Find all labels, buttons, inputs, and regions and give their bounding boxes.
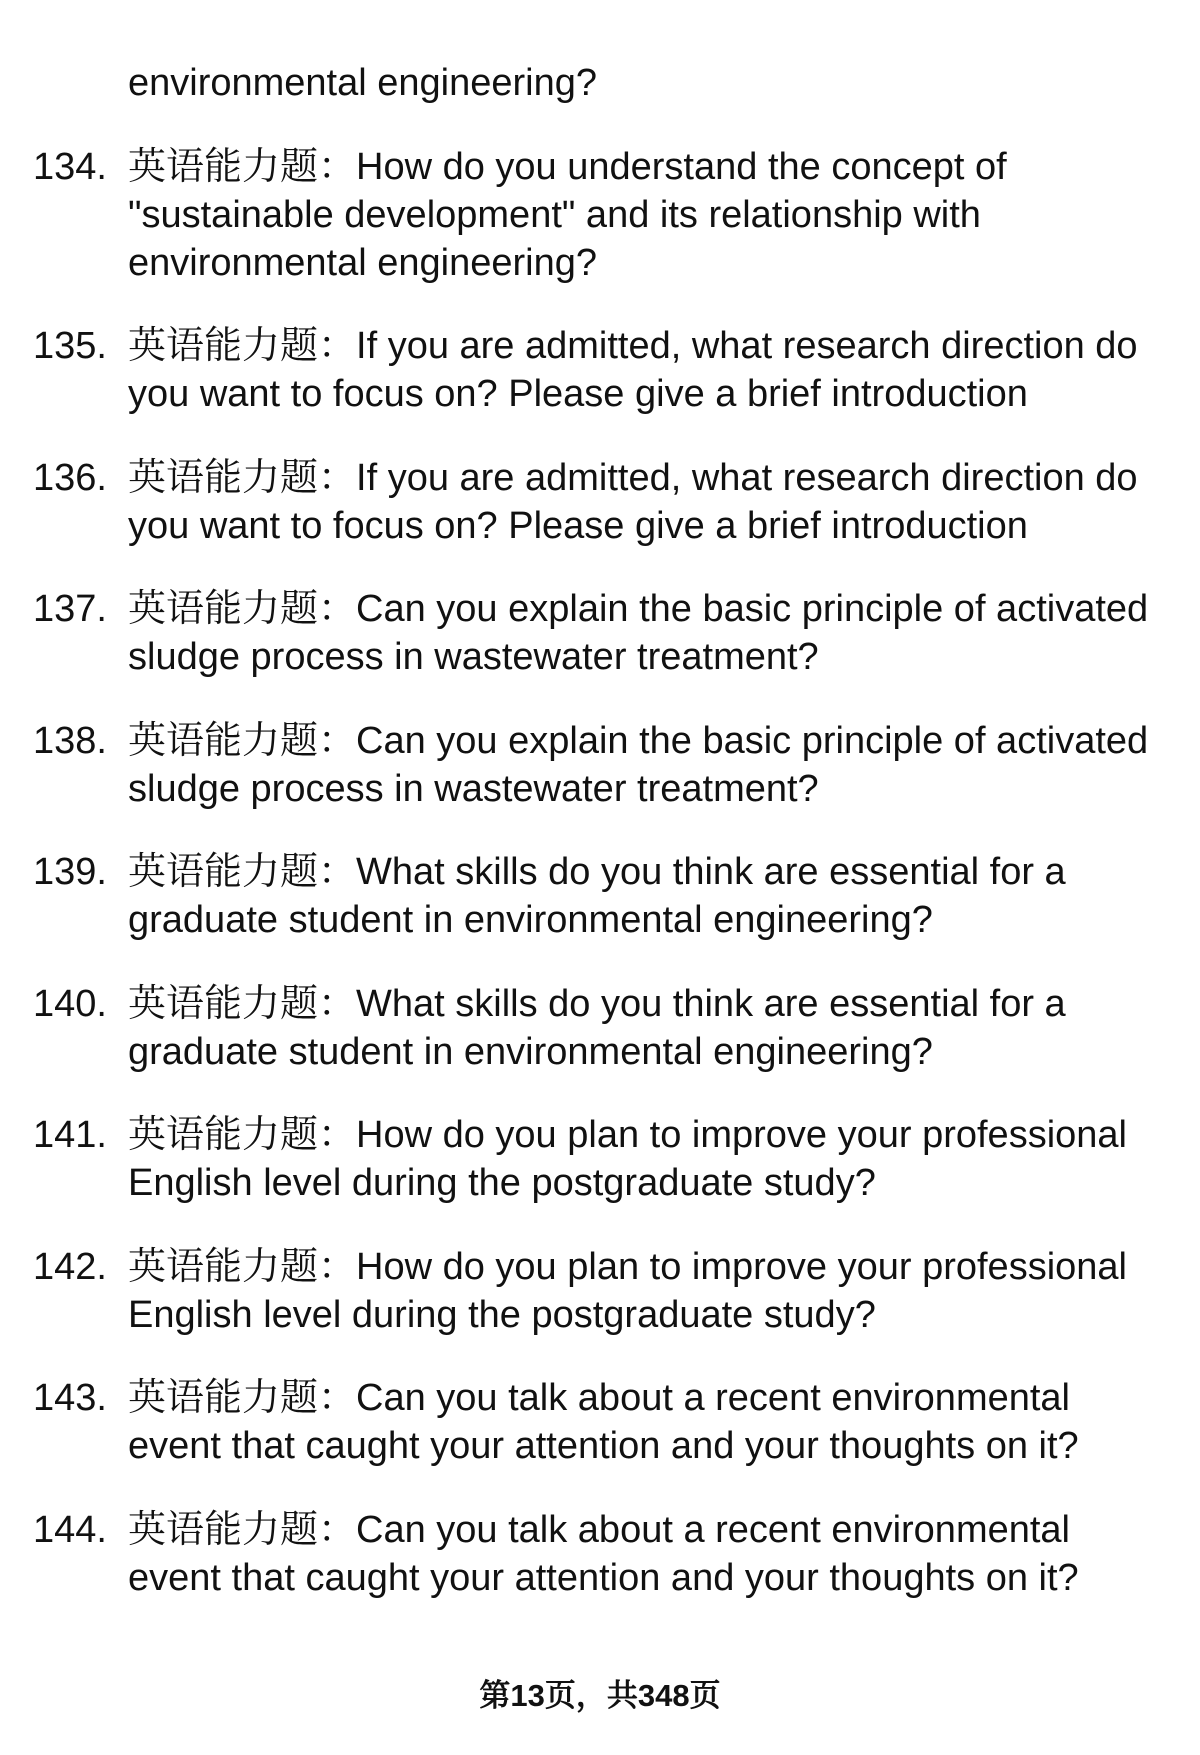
question-item: [0, 717, 1200, 813]
question-text: Can you explain the basic principle of activated: [356, 588, 1149, 630]
question-text: Can you explain the basic principle of activated: [356, 719, 1149, 762]
question-item: [0, 585, 1200, 681]
question-category: 英语能力题：: [128, 456, 357, 499]
question-text-line: [128, 1111, 1200, 1159]
question-number: 135.: [33, 325, 107, 367]
question-number: 134.: [33, 145, 107, 188]
question-number: 137.: [33, 588, 107, 630]
question-number: 139.: [33, 851, 107, 893]
question-text-line: sludge process in wastewater treatment?: [128, 636, 819, 678]
question-text-line: [128, 1374, 1200, 1422]
question-category: 英语能力题：: [128, 1508, 357, 1551]
question-category: 英语能力题：: [128, 719, 357, 762]
question-category: 英语能力题：: [128, 145, 357, 188]
question-text-line: event that caught your attention and your thoughts on it?: [128, 1556, 1079, 1599]
question-text-line: [128, 143, 1200, 191]
question-text-line: [128, 454, 1200, 502]
question-text-line: graduate student in environmental engineering?: [128, 899, 933, 941]
question-text: Can you talk about a recent environmental: [356, 1508, 1070, 1551]
question-text-line: environmental engineering?: [128, 241, 597, 284]
question-text: How do you understand the concept of: [356, 145, 1007, 188]
question-number: 136.: [33, 456, 107, 499]
question-text-line: [128, 1243, 1200, 1291]
question-item: [0, 1243, 1200, 1339]
question-text: How do you plan to improve your professional: [356, 1114, 1127, 1156]
question-category: 英语能力题：: [128, 325, 357, 367]
question-text-line: event that caught your attention and your thoughts on it?: [128, 1425, 1079, 1467]
question-number: 138.: [33, 719, 107, 762]
question-number: 140.: [33, 982, 107, 1025]
question-text: How do you plan to improve your professional: [356, 1245, 1127, 1288]
question-text: What skills do you think are essential for a: [356, 851, 1066, 893]
question-text-line: [128, 980, 1200, 1028]
question-item: [0, 1111, 1200, 1207]
question-item: [0, 143, 1200, 287]
question-list: [0, 59, 1200, 1602]
question-text-line: [128, 1506, 1200, 1554]
question-category: 英语能力题：: [128, 1114, 357, 1156]
question-text-line: [128, 717, 1200, 765]
question-text-line: [128, 848, 1200, 896]
question-number: 141.: [33, 1114, 107, 1156]
question-text-line: graduate student in environmental engineering?: [128, 1030, 933, 1073]
question-category: 英语能力题：: [128, 851, 357, 893]
question-category: 英语能力题：: [128, 982, 357, 1025]
question-text: If you are admitted, what research direction do: [356, 325, 1138, 367]
question-text-line: English level during the postgraduate study?: [128, 1293, 876, 1336]
question-text: What skills do you think are essential for a: [356, 982, 1066, 1025]
question-text: If you are admitted, what research direction do: [356, 456, 1138, 499]
question-text-line: "sustainable development" and its relationship with: [128, 193, 981, 236]
question-item: [0, 454, 1200, 550]
question-text-line: English level during the postgraduate study?: [128, 1162, 876, 1204]
question-text: Can you talk about a recent environmental: [356, 1377, 1070, 1419]
question-text-line: you want to focus on? Please give a brief introduction: [128, 373, 1028, 415]
continued-text-line: environmental engineering?: [128, 62, 597, 104]
question-item: [0, 848, 1200, 944]
question-item: [0, 980, 1200, 1076]
question-text-line: you want to focus on? Please give a brief introduction: [128, 504, 1028, 547]
question-number: 144.: [33, 1508, 107, 1551]
question-number: 143.: [33, 1377, 107, 1419]
page-footer: 第13页，共348页: [479, 1678, 721, 1713]
question-text-line: [128, 322, 1200, 370]
question-text-line: [128, 585, 1200, 633]
question-category: 英语能力题：: [128, 1245, 357, 1288]
question-item: [0, 322, 1200, 418]
question-text-line: sludge process in wastewater treatment?: [128, 767, 819, 810]
question-category: 英语能力题：: [128, 1377, 357, 1419]
question-number: 142.: [33, 1245, 107, 1288]
question-item: [0, 1374, 1200, 1470]
question-item: [0, 1506, 1200, 1602]
question-category: 英语能力题：: [128, 588, 357, 630]
